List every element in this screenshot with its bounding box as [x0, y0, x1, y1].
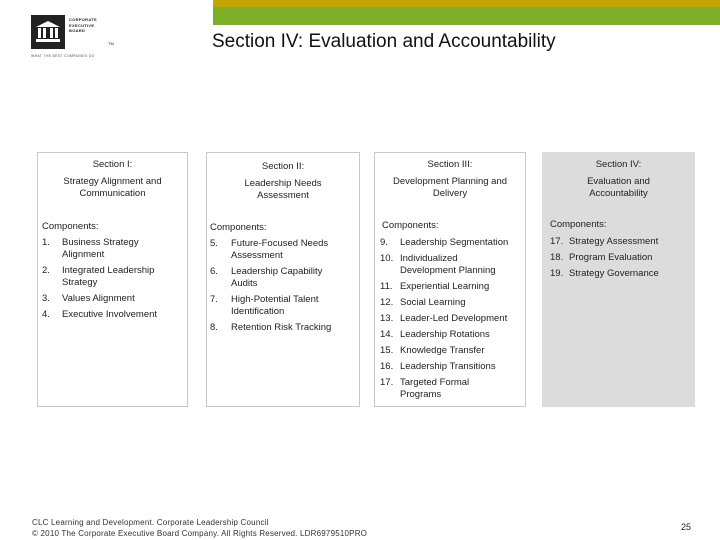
section-4-heading: Section IV:: [595, 159, 642, 170]
list-item: Program Evaluation: [569, 252, 653, 263]
building-logo-icon: [31, 15, 65, 49]
list-item-number: 17.: [380, 377, 394, 388]
section-4-subtitle: Evaluation and Accountability: [587, 176, 650, 199]
list-item-number: 12.: [380, 297, 394, 308]
section-3-panel: [374, 152, 526, 407]
section-4-panel: [542, 152, 695, 407]
list-item-number: 14.: [380, 329, 394, 340]
list-item-number: 2.: [42, 265, 50, 276]
list-item-number: 9.: [380, 237, 388, 248]
section-3-components-label: Components:: [382, 220, 439, 231]
list-item: Knowledge Transfer: [400, 345, 485, 356]
footer-copyright: CLC Learning and Development. Corporate Leadership Council © 2010 The Corporate Executive Board Company. All Rights Reserved. LDR6979510PRO: [32, 518, 368, 538]
section-2-subtitle: Leadership Needs Assessment: [244, 178, 322, 201]
top-accent-band-green: [213, 7, 720, 25]
list-item: Values Alignment: [62, 293, 135, 304]
list-item: Leadership Segmentation: [400, 237, 509, 248]
list-item: Strategy Assessment: [569, 236, 659, 247]
section-1-panel: [37, 152, 188, 407]
section-2-heading: Section II:: [261, 161, 305, 172]
logo-trademark: TM: [108, 41, 114, 46]
list-item: Experiential Learning: [400, 281, 490, 292]
section-1-components-label: Components:: [42, 221, 99, 232]
top-accent-band-olive: [213, 0, 720, 7]
list-item-number: 16.: [380, 361, 394, 372]
section-2-components-label: Components:: [210, 222, 267, 233]
list-item-number: 17.: [550, 236, 564, 247]
list-item-number: 7.: [210, 294, 218, 305]
list-item-number: 4.: [42, 309, 50, 320]
list-item-number: 3.: [42, 293, 50, 304]
page-number: 25: [681, 522, 692, 532]
slide-title: Section IV: Evaluation and Accountability: [212, 31, 556, 52]
section-1-heading: Section I:: [92, 159, 133, 170]
list-item-number: 1.: [42, 237, 50, 248]
list-item: Leadership Transitions: [400, 361, 496, 372]
list-item: Targeted Formal Programs: [400, 377, 470, 400]
section-3-heading: Section III:: [427, 159, 473, 170]
section-3-subtitle: Development Planning and Delivery: [392, 176, 508, 199]
section-1-subtitle: Strategy Alignment and Communication: [63, 176, 162, 199]
list-item-number: 15.: [380, 345, 394, 356]
list-item: Social Learning: [400, 297, 466, 308]
list-item-number: 18.: [550, 252, 564, 263]
logo-tagline: WHAT THE BEST COMPANIES DO: [31, 54, 95, 58]
list-item-number: 11.: [380, 281, 393, 292]
list-item-number: 19.: [550, 268, 564, 279]
list-item: Executive Involvement: [62, 309, 158, 320]
list-item: High-Potential Talent Identification: [231, 294, 319, 317]
list-item: Future-Focused Needs Assessment: [231, 238, 329, 261]
list-item: Leadership Rotations: [400, 329, 490, 340]
logo-wordmark: CORPORATE EXECUTIVE BOARD: [69, 17, 97, 33]
list-item: Leader-Led Development: [400, 313, 508, 324]
list-item: Leadership Capability Audits: [231, 266, 323, 289]
list-item: Integrated Leadership Strategy: [62, 265, 155, 288]
section-2-panel: [206, 152, 360, 407]
section-4-components-label: Components:: [550, 219, 607, 230]
company-logo: [31, 15, 115, 61]
list-item-number: 6.: [210, 266, 218, 277]
list-item-number: 10.: [380, 253, 394, 264]
list-item: Strategy Governance: [569, 268, 659, 279]
list-item: Retention Risk Tracking: [231, 322, 332, 333]
list-item-number: 5.: [210, 238, 218, 249]
list-item: Individualized Development Planning: [400, 253, 496, 276]
list-item: Business Strategy Alignment: [62, 237, 139, 260]
list-item-number: 8.: [210, 322, 218, 333]
list-item-number: 13.: [380, 313, 394, 324]
